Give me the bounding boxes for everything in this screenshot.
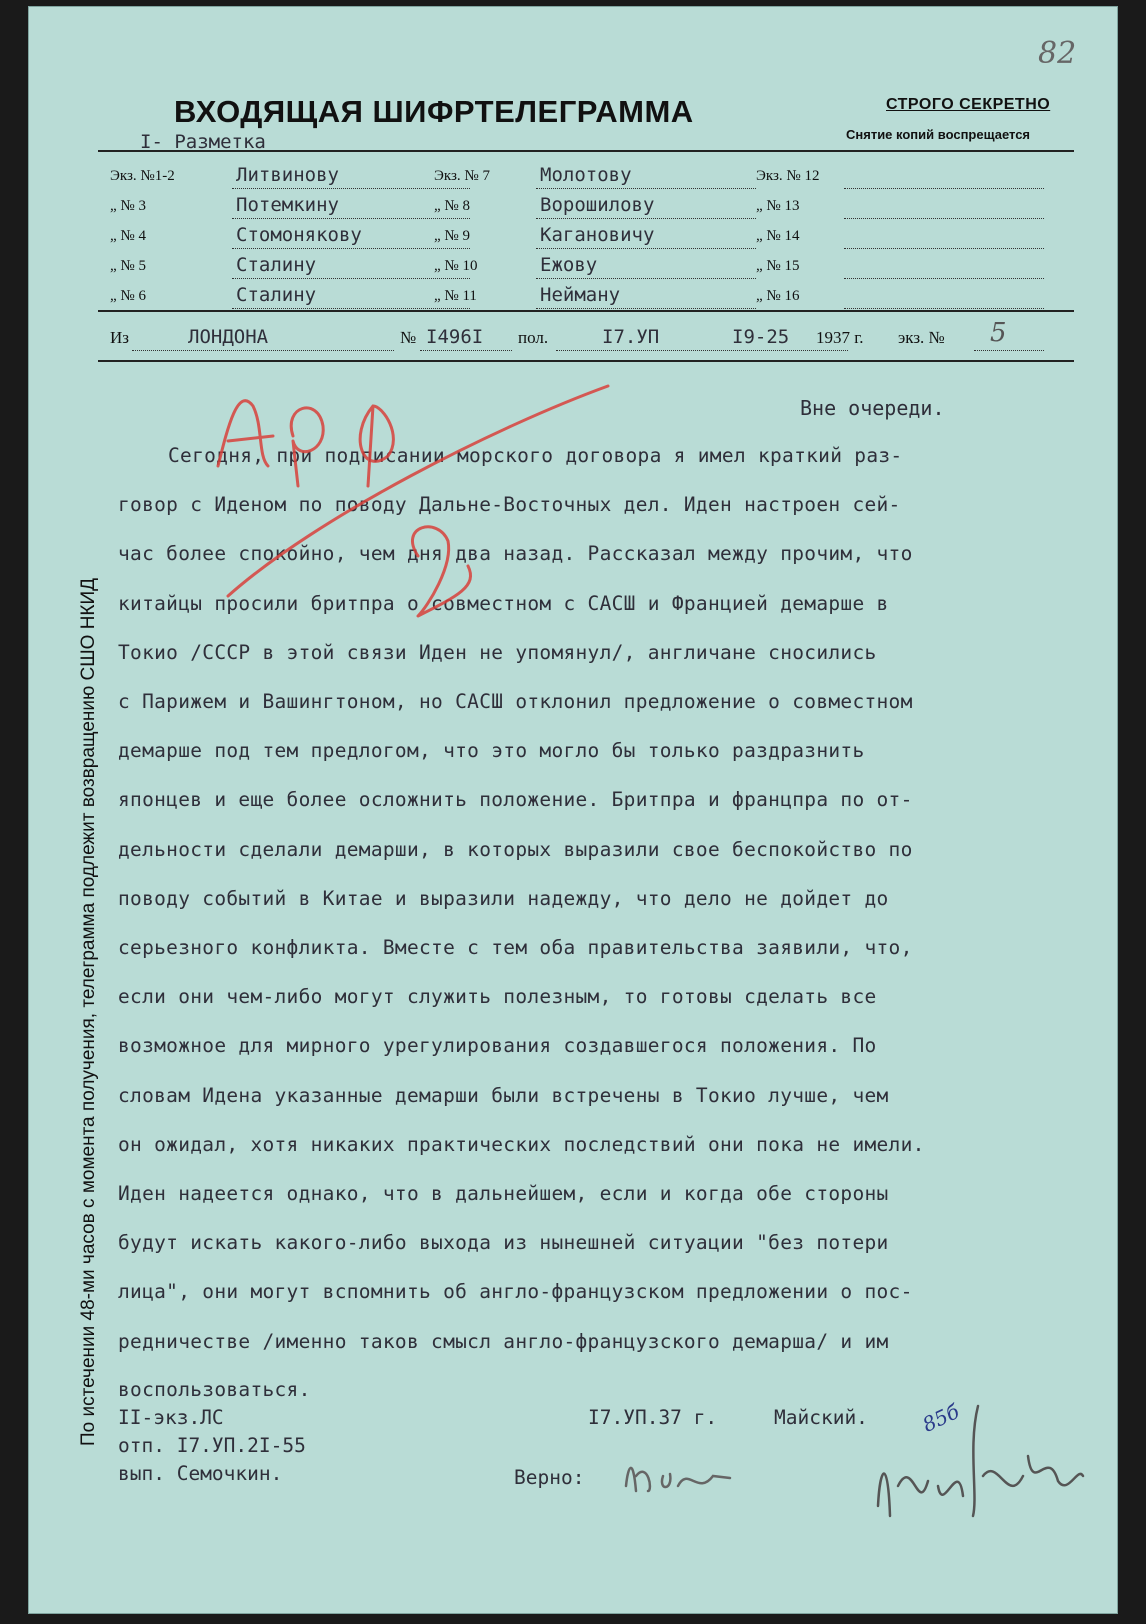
distribution-recipient: Потемкину [236,194,339,216]
header-rule [98,150,1074,152]
dotted-line [536,248,756,249]
distribution-recipient: Литвинову [236,164,339,186]
body-line: японцев и еще более осложнить положение. Бритпра и францпра по от- [118,788,913,812]
distribution-recipient: Сталину [236,254,317,276]
signer-name: Майский. [774,1406,868,1429]
distribution-rule [98,310,1074,312]
dotted-line [232,308,470,309]
number-label: № [400,328,417,347]
distribution-label: Экз. № 12 [756,168,820,184]
body-line: он ожидал, хотя никаких практических последствий они пока не имели. [118,1132,925,1156]
distribution-recipient: Кагановичу [540,224,655,246]
dotted-line [232,248,470,249]
secrecy-stamp: СТРОГО СЕКРЕТНО [886,96,1051,113]
distribution-label: Экз. № 7 [434,168,490,184]
body-line: Иден надеется однако, что в дальнейшем, если и когда обе стороны [118,1182,889,1205]
dotted-line [536,278,756,279]
body-line: будут искать какого-либо выхода из нынешней ситуации "без потери [118,1231,889,1255]
page-number: 82 [1038,36,1077,71]
dotted-line [844,308,1044,309]
body-line: возможное для мирного урегулирования создавшегося положения. По [118,1034,877,1058]
body-line: демарше под тем предлогом, что это могло бы только раздразнить [118,739,865,763]
dotted-line [844,248,1044,249]
verifier-signature-icon [618,1446,738,1506]
distribution-label: „ № 8 [434,198,470,214]
body-line: говор с Иденом по поводу Дальне-Восточных дел. Иден настроен сей- [118,493,901,517]
distribution-recipient: Молотову [540,164,632,186]
distribution-label: „ № 5 [110,258,146,274]
distribution-label: Экз. №1-2 [110,168,175,184]
distribution-recipient: Ворошилову [540,194,655,216]
dotted-line [536,188,756,189]
body-line: воспользоваться. [118,1378,311,1401]
distribution-recipient: Стомонякову [236,224,362,246]
dotted-line [232,278,470,279]
distribution-label: „ № 15 [756,258,800,274]
received-label: пол. [518,328,549,347]
body-line: час более спокойно, чем дня два назад. Рассказал между прочим, что [118,542,913,566]
distribution-label: „ № 13 [756,198,800,214]
distribution-label: „ № 3 [110,198,146,214]
dotted-line [844,188,1044,189]
distribution-recipient: Сталину [236,284,317,306]
distribution-label: „ № 10 [434,258,478,274]
dotted-line [232,188,470,189]
copies-note: II-экз.ЛС [118,1406,224,1429]
distribution-note: I- Разметка [140,131,266,153]
body-line: серьезного конфликта. Вместе с тем оба правительства заявили, что, [118,936,913,959]
signed-date: I7.УП.37 г. [588,1406,718,1429]
year: 1937 г. [816,328,864,347]
received-date: I7.УП [602,326,660,348]
body-line: если они чем-либо могут служить полезным, то готовы сделать все [118,985,877,1009]
handwritten-signature-icon [858,1386,1088,1536]
distribution-label: „ № 16 [756,288,800,304]
distribution-label: „ № 4 [110,228,146,244]
body-line: китайцы просили бритпра о совместном с САСШ и Францией демарше в [118,591,889,615]
body-line: редничестве /именно таков смысл англо-французского демарша/ и им [118,1329,889,1353]
verified-label: Верно: [514,1466,585,1489]
body-line: Токио /СССР в этой связи Иден не упомянул/, англичане сносились [118,640,877,664]
dotted-line [844,278,1044,279]
document-title: ВХОДЯЩАЯ ШИФРТЕЛЕГРАММА [174,94,694,129]
telegram-sheet [28,6,1118,1614]
distribution-recipient: Ежову [540,254,598,276]
dotted-line [844,218,1044,219]
dotted-line [536,308,756,309]
distribution-label: „ № 14 [756,228,800,244]
red-resolution-scribble-icon [198,366,618,666]
received-time: I9-25 [732,326,790,348]
copy-number: 5 [990,318,1007,348]
telegram-number: I496I [426,326,484,348]
dotted-line [536,218,756,219]
sent-note: отп. I7.УП.2I-55 [118,1434,306,1457]
body-line: поводу событий в Китае и выразили надежду, что дело не дойдет до [118,886,889,910]
body-line: словам Идена указанные демарши были встречены в Токио лучше, чем [118,1083,889,1107]
origin-rule [98,360,1074,362]
body-line: лица", они могут вспомнить об англо-французском предложении о пос- [118,1280,913,1304]
distribution-label: „ № 9 [434,228,470,244]
priority-mark: Вне очереди. [800,396,945,420]
body-line: Сегодня, при подписании морского договора я имел краткий раз- [168,444,903,467]
distribution-label: „ № 6 [110,288,146,304]
distribution-label: „ № 11 [434,288,477,304]
margin-number: 85б [918,1399,963,1437]
return-notice-side-text: По истечении 48-ми часов с момента получения, телеграмма подлежит возвращению СШО НКИД [78,577,99,1446]
from-label: Из [110,328,129,347]
from-city: ЛОНДОНА [188,326,269,348]
body-line: дельности сделали демарши, в которых выразили свое беспокойство по [118,837,913,861]
dotted-line [232,218,470,219]
body-line: с Парижем и Вашингтоном, но САСШ отклонил предложение о совместном [118,690,913,713]
copy-label: экз. № [898,328,945,347]
issued-note: вып. Семочкин. [118,1462,283,1485]
no-copy-notice: Снятие копий воспрещается [846,127,1031,142]
distribution-recipient: Нейману [540,284,621,306]
